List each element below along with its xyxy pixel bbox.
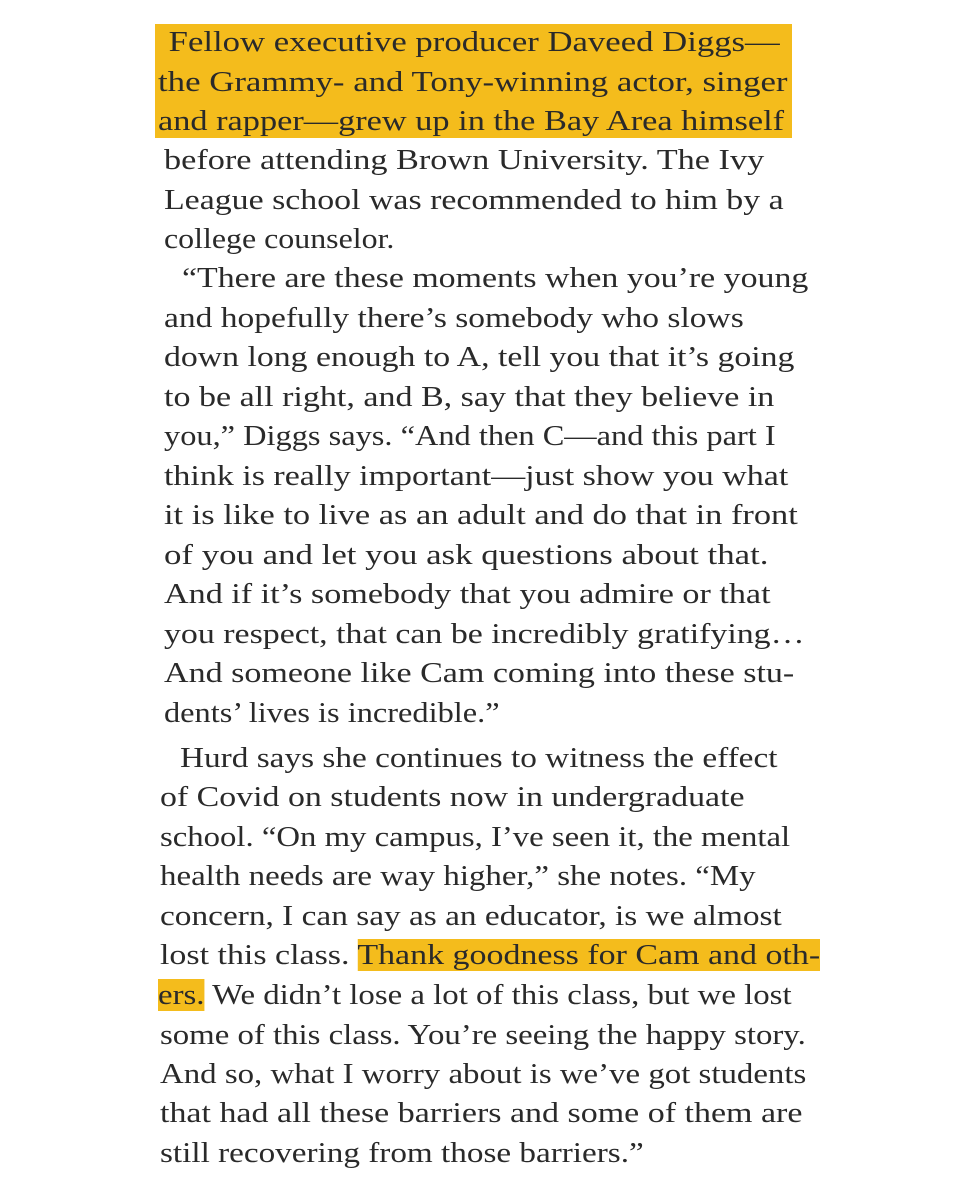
text-line: [160, 1054, 806, 1094]
body-text: you respect, that can be incredibly gratifying…: [164, 618, 805, 650]
text-line: [164, 377, 774, 417]
body-text: before attending Brown University. The Ivy: [164, 144, 765, 176]
body-text: think is really important—just show you what: [164, 460, 789, 492]
body-text: down long enough to A, tell you that it’s going: [164, 341, 795, 373]
body-text: still recovering from those barriers.”: [160, 1137, 644, 1169]
text-line: [160, 1093, 802, 1133]
highlighted-text: ers.: [158, 979, 205, 1011]
text-line: [164, 456, 788, 496]
body-text: to be all right, and B, say that they believe in: [164, 381, 775, 413]
text-line: [164, 298, 744, 338]
text-line: [160, 1015, 806, 1055]
text-line: [164, 574, 771, 614]
text-line: [160, 1133, 644, 1173]
text-line: [182, 258, 808, 298]
body-text: school. “On my campus, I’ve seen it, the mental: [160, 821, 791, 853]
body-text: college counselor.: [164, 223, 395, 255]
body-text: health needs are way higher,” she notes. “My: [160, 860, 756, 892]
text-line: [164, 219, 394, 259]
text-line: [164, 693, 500, 733]
body-text: lost this class.: [160, 939, 358, 971]
text-line: [164, 416, 776, 456]
body-text: dents’ lives is incredible.”: [164, 697, 500, 729]
body-text: you,” Diggs says. “And then C—and this part I: [164, 420, 776, 452]
text-line: [164, 535, 768, 575]
text-line: [158, 101, 784, 141]
text-line: [160, 935, 820, 975]
body-text: And so, what I worry about is we’ve got students: [160, 1058, 807, 1090]
text-line: [160, 817, 790, 857]
body-text: “There are these moments when you’re young: [182, 262, 809, 294]
body-text: some of this class. You’re seeing the happy story.: [160, 1019, 806, 1051]
text-line: [158, 975, 792, 1015]
text-line: [160, 777, 745, 817]
body-text: of Covid on students now in undergraduate: [160, 781, 745, 813]
text-line: [164, 337, 794, 377]
text-line: [164, 614, 804, 654]
text-line: [164, 653, 794, 693]
body-text: concern, I can say as an educator, is we almost: [160, 900, 782, 932]
body-text: And someone like Cam coming into these stu-: [164, 657, 795, 689]
body-text: it is like to live as an adult and do that in front: [164, 499, 798, 531]
text-line: [160, 856, 756, 896]
body-text: We didn’t lose a lot of this class, but we lost: [204, 979, 792, 1011]
body-text: that had all these barriers and some of them are: [160, 1097, 803, 1129]
body-text: and hopefully there’s somebody who slows: [164, 302, 744, 334]
text-line: [160, 22, 780, 62]
highlighted-text: Fellow executive producer Daveed Diggs—: [160, 26, 780, 58]
highlighted-text: Thank goodness for Cam and oth-: [357, 939, 821, 971]
body-text: Hurd says she continues to witness the effect: [180, 742, 778, 774]
text-line: [158, 62, 788, 102]
text-line: [160, 896, 782, 936]
highlighted-text: the Grammy- and Tony-winning actor, singer: [158, 66, 788, 98]
text-line: [164, 180, 784, 220]
body-text: And if it’s somebody that you admire or that: [164, 578, 771, 610]
body-text: of you and let you ask questions about that.: [164, 539, 769, 571]
text-line: [164, 140, 764, 180]
highlighted-text: and rapper—grew up in the Bay Area himself: [158, 105, 785, 137]
text-line: [180, 738, 777, 778]
text-line: [164, 495, 798, 535]
body-text: League school was recommended to him by a: [164, 184, 784, 216]
